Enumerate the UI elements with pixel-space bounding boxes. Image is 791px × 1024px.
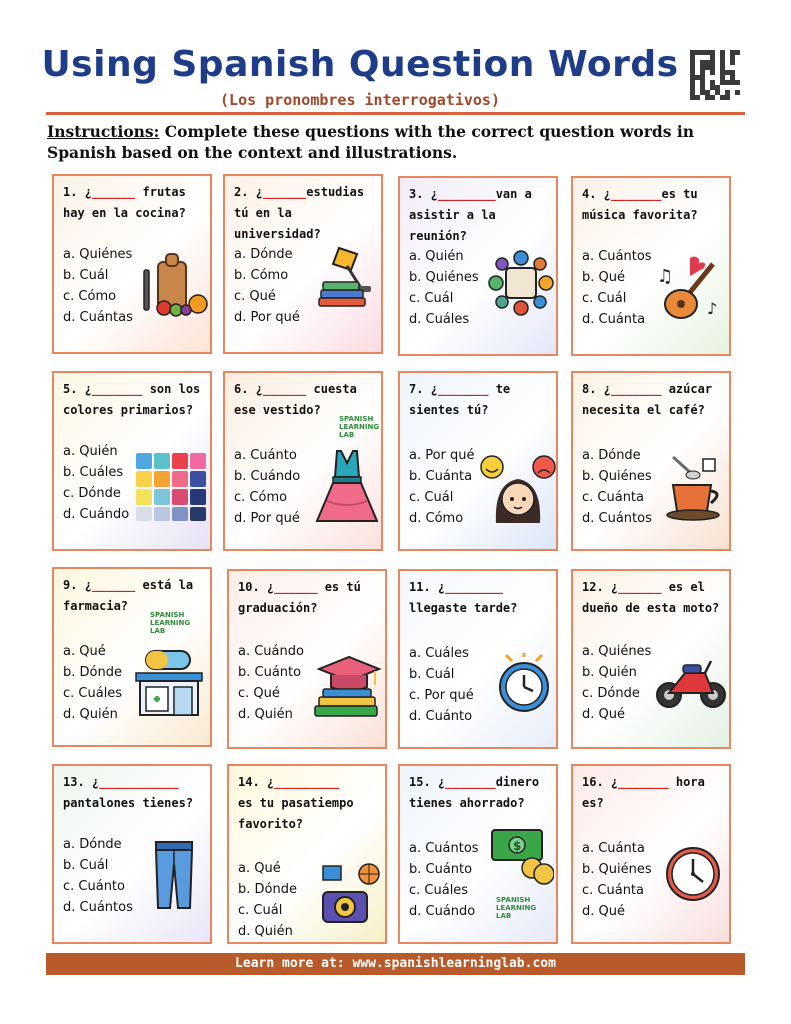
meeting-table-icon bbox=[488, 250, 554, 316]
option-c[interactable]: c. Dónde bbox=[582, 686, 640, 701]
option-b[interactable]: b. Cuál bbox=[63, 268, 109, 283]
instructions bbox=[47, 121, 747, 163]
option-c[interactable]: c. Cuáles bbox=[63, 686, 123, 701]
option-a[interactable]: a. Quiénes bbox=[63, 247, 133, 262]
option-a[interactable]: a. Cuáles bbox=[409, 646, 469, 661]
question-card-3 bbox=[398, 176, 558, 356]
option-b[interactable]: b. Cuándo bbox=[234, 469, 301, 484]
question-card-7 bbox=[398, 371, 558, 551]
answer-blank[interactable]: ______ bbox=[618, 580, 662, 594]
question-text: 6. ¿______ cuesta ese vestido? bbox=[234, 382, 365, 417]
option-c[interactable]: c. Qué bbox=[238, 686, 280, 701]
option-d[interactable]: d. Cuándo bbox=[63, 507, 130, 522]
option-a[interactable]: a. Cuánto bbox=[234, 448, 297, 463]
question-card-2 bbox=[223, 174, 383, 354]
question-text: 12. ¿______ es el dueño de esta moto? bbox=[582, 580, 720, 615]
answer-blank[interactable]: _________ bbox=[274, 775, 340, 789]
question-card-11 bbox=[398, 569, 558, 749]
option-d[interactable]: d. Cuántos bbox=[582, 511, 652, 526]
motorcycle-icon bbox=[655, 657, 727, 709]
option-d[interactable]: d. Quién bbox=[238, 924, 293, 939]
page-subtitle: (Los pronombres interrogativos) bbox=[220, 91, 500, 109]
answer-blank[interactable]: ______ bbox=[274, 580, 318, 594]
instructions-label: Instructions: bbox=[47, 122, 160, 141]
answer-blank[interactable]: _______ bbox=[91, 382, 143, 396]
option-d[interactable]: d. Qué bbox=[582, 904, 625, 919]
svg-text:♪: ♪ bbox=[707, 299, 718, 318]
option-a[interactable]: a. Cuántos bbox=[582, 249, 652, 264]
answer-blank[interactable]: ________ bbox=[437, 187, 496, 201]
option-d[interactable]: d. Qué bbox=[582, 707, 625, 722]
question-card-15 bbox=[398, 764, 558, 944]
question-text: 16. ¿_______ hora es? bbox=[582, 775, 713, 810]
question-text: 10. ¿______ es tú graduación? bbox=[238, 580, 369, 615]
option-d[interactable]: d. Quién bbox=[63, 707, 118, 722]
question-card-12 bbox=[571, 569, 731, 749]
answer-blank[interactable]: _______ bbox=[610, 187, 662, 201]
desk-lamp-books-icon bbox=[317, 244, 381, 310]
answer-blank[interactable]: _______ bbox=[437, 382, 489, 396]
question-text: 5. ¿_______ son los colores primarios? bbox=[63, 382, 208, 417]
option-b[interactable]: b. Quién bbox=[582, 665, 637, 680]
option-b[interactable]: b. Cómo bbox=[234, 268, 289, 283]
option-d[interactable]: d. Cuánta bbox=[582, 312, 646, 327]
option-a[interactable]: a. Qué bbox=[63, 644, 106, 659]
question-text: 8. ¿_______ azúcar necesita el café? bbox=[582, 382, 720, 417]
question-card-6 bbox=[223, 371, 383, 551]
answer-options bbox=[582, 445, 672, 529]
option-b[interactable]: b. Cuál bbox=[63, 858, 109, 873]
answer-blank[interactable]: _______ bbox=[618, 775, 669, 789]
option-d[interactable]: d. Cuántos bbox=[63, 900, 133, 915]
option-b[interactable]: b. Dónde bbox=[238, 882, 297, 897]
option-b[interactable]: b. Cuánto bbox=[238, 665, 302, 680]
question-text: 9. ¿______ está la farmacia? bbox=[63, 578, 201, 613]
option-c[interactable]: c. Cuánta bbox=[582, 490, 644, 505]
answer-blank[interactable]: ______ bbox=[262, 382, 307, 396]
option-a[interactable]: a. Cuántos bbox=[409, 841, 479, 856]
answer-options bbox=[409, 838, 499, 922]
option-a[interactable]: a. Dónde bbox=[63, 837, 122, 852]
option-d[interactable]: d. Cuántas bbox=[63, 310, 133, 325]
question-card-16 bbox=[571, 764, 731, 944]
coffee-sugar-icon bbox=[663, 453, 729, 523]
alarm-clock-icon bbox=[496, 653, 552, 715]
option-c[interactable]: c. Cómo bbox=[234, 490, 288, 505]
hobbies-icon bbox=[317, 862, 383, 928]
answer-options bbox=[234, 244, 324, 328]
question-card-1 bbox=[52, 174, 212, 354]
answer-options bbox=[582, 838, 672, 922]
option-c[interactable]: c. Cuál bbox=[409, 291, 454, 306]
answer-blank[interactable]: ___________ bbox=[99, 775, 179, 789]
instructions-text: Complete these questions with the correct question words in Spanish based on the context and illustrations. bbox=[47, 122, 695, 162]
answer-blank[interactable]: _______ bbox=[610, 382, 662, 396]
option-d[interactable]: d. Cuáles bbox=[409, 312, 470, 327]
pharmacy-icon bbox=[132, 645, 206, 719]
option-c[interactable]: c. Cuál bbox=[582, 291, 627, 306]
svg-text:♫: ♫ bbox=[657, 266, 674, 287]
option-c[interactable]: c. Cuánta bbox=[582, 883, 644, 898]
question-text: 3. ¿________van a asistir a la reunión? bbox=[409, 187, 540, 243]
question-text: 13. ¿___________ pantalones tienes? bbox=[63, 775, 194, 810]
option-c[interactable]: c. Cuánto bbox=[63, 879, 125, 894]
option-c[interactable]: c. Cuáles bbox=[409, 883, 469, 898]
answer-blank[interactable]: ______ bbox=[91, 185, 136, 199]
option-a[interactable]: a. Dónde bbox=[234, 247, 293, 262]
option-d[interactable]: d. Cómo bbox=[409, 511, 464, 526]
question-card-13 bbox=[52, 764, 212, 944]
option-d[interactable]: d. Por qué bbox=[234, 511, 300, 526]
brand-badge: SPANISH LEARNING LAB bbox=[496, 896, 537, 920]
option-c[interactable]: c. Dónde bbox=[63, 486, 121, 501]
money-icon bbox=[490, 828, 554, 888]
question-text: 2. ¿______estudias tú en la universidad? bbox=[234, 185, 372, 241]
answer-options bbox=[234, 445, 324, 529]
question-text: 11. ¿________ llegaste tarde? bbox=[409, 580, 518, 615]
option-c[interactable]: c. Por qué bbox=[409, 688, 474, 703]
page-title: Using Spanish Question Words bbox=[41, 44, 679, 85]
option-b[interactable]: b. Quiénes bbox=[409, 270, 479, 285]
option-c[interactable]: c. Cuál bbox=[409, 490, 454, 505]
wall-clock-icon bbox=[665, 846, 721, 902]
answer-blank[interactable]: ________ bbox=[445, 580, 503, 594]
dress-icon bbox=[315, 449, 379, 525]
question-text: 1. ¿______ frutas hay en la cocina? bbox=[63, 185, 194, 220]
graduation-cap-icon bbox=[313, 653, 383, 721]
svg-text:$: $ bbox=[513, 839, 522, 853]
option-d[interactable]: d. Cuánto bbox=[409, 709, 473, 724]
option-a[interactable]: a. Dónde bbox=[582, 448, 641, 463]
option-b[interactable]: b. Cuál bbox=[409, 667, 455, 682]
option-d[interactable]: d. Por qué bbox=[234, 310, 300, 325]
guitar-icon bbox=[655, 254, 725, 326]
answer-options bbox=[238, 858, 328, 942]
color-swatches-icon bbox=[134, 451, 210, 523]
option-a[interactable]: a. Qué bbox=[238, 861, 281, 876]
question-text: 4. ¿_______es tu música favorita? bbox=[582, 187, 705, 222]
question-card-4 bbox=[571, 176, 731, 356]
answer-blank[interactable]: _______ bbox=[445, 775, 496, 789]
option-b[interactable]: b. Dónde bbox=[63, 665, 122, 680]
question-text: 15. ¿_______dinero tienes ahorrado? bbox=[409, 775, 547, 810]
option-b[interactable]: b. Quiénes bbox=[582, 469, 652, 484]
qr-code-icon[interactable] bbox=[690, 50, 740, 100]
answer-blank[interactable]: ______ bbox=[262, 185, 307, 199]
option-b[interactable]: b. Quiénes bbox=[582, 862, 652, 877]
question-card-5 bbox=[52, 371, 212, 551]
answer-options bbox=[409, 643, 499, 727]
title-divider bbox=[46, 112, 745, 115]
question-text: 7. ¿_______ te sientes tú? bbox=[409, 382, 518, 417]
option-c[interactable]: c. Cuál bbox=[238, 903, 283, 918]
question-card-14 bbox=[227, 764, 387, 944]
question-text: 14. ¿_________ es tu pasatiempo favorito? bbox=[238, 775, 354, 831]
brand-badge: SPANISH LEARNING LAB bbox=[150, 611, 191, 635]
cutting-board-icon bbox=[140, 252, 210, 318]
question-card-10 bbox=[227, 569, 387, 749]
emotions-girl-icon bbox=[480, 453, 556, 525]
option-b[interactable]: b. Qué bbox=[582, 270, 625, 285]
option-a[interactable]: a. Quién bbox=[409, 249, 464, 264]
answer-options bbox=[409, 246, 499, 330]
answer-blank[interactable]: ______ bbox=[91, 578, 136, 592]
option-d[interactable]: d. Cuándo bbox=[409, 904, 476, 919]
answer-options bbox=[63, 834, 153, 918]
question-card-8 bbox=[571, 371, 731, 551]
option-b[interactable]: b. Cuánta bbox=[409, 469, 473, 484]
option-b[interactable]: b. Cuánto bbox=[409, 862, 473, 877]
option-d[interactable]: d. Quién bbox=[238, 707, 293, 722]
option-c[interactable]: c. Cómo bbox=[63, 289, 117, 304]
option-a[interactable]: a. Quién bbox=[63, 444, 118, 459]
brand-badge: SPANISH LEARNING LAB bbox=[339, 415, 380, 439]
jeans-icon bbox=[150, 840, 198, 910]
option-a[interactable]: a. Cuánta bbox=[582, 841, 645, 856]
question-card-9 bbox=[52, 567, 212, 747]
option-a[interactable]: a. Quiénes bbox=[582, 644, 652, 659]
footer-link[interactable]: Learn more at: www.spanishlearninglab.com bbox=[46, 953, 745, 975]
option-c[interactable]: c. Qué bbox=[234, 289, 276, 304]
option-b[interactable]: b. Cuáles bbox=[63, 465, 124, 480]
option-a[interactable]: a. Por qué bbox=[409, 448, 475, 463]
option-a[interactable]: a. Cuándo bbox=[238, 644, 304, 659]
